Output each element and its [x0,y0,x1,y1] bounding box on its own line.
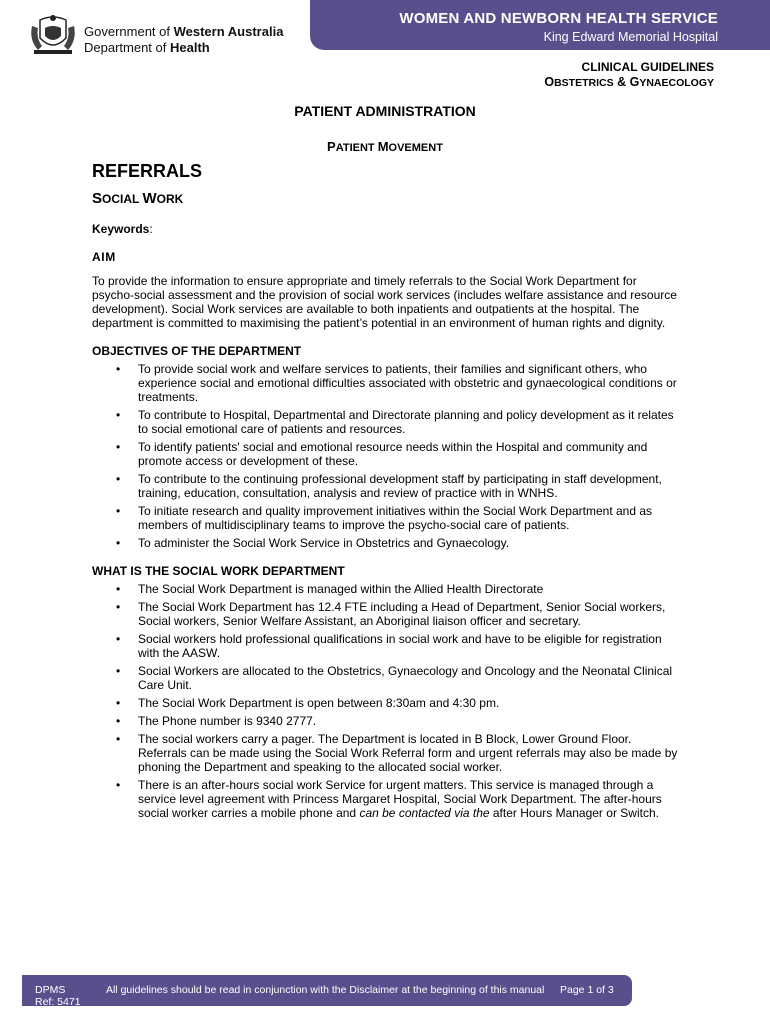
service-banner [310,0,770,50]
what-list [92,582,682,820]
objectives-list [92,362,682,550]
list-item: • To contribute to the continuing professional development staff by participating in staff development, training, education, consultation, analysis and review of practice with in WNHS. [138,472,682,500]
subsection-title: PATIENT MOVEMENT [327,139,443,154]
keywords-line: Keywords: [92,222,153,236]
aim-paragraph: To provide the information to ensure appropriate and timely referrals to the Social Work Department for psycho-social assessment and the provision of social work services (includes welfare assistance and resource development). Social Work services are available to both inpatients and outpatients at the hospital. The department is committed to maximising the patient’s potential in an environment of human rights and dignity. [92,274,677,330]
service-name: WOMEN AND NEWBORN HEALTH SERVICE [399,10,718,27]
list-item: • To administer the Social Work Service in Obstetrics and Gynaecology. [138,536,682,550]
document-reference: DPMS Ref: 5471 [35,984,81,1008]
page-subtitle: SOCIAL WORK [92,190,184,207]
list-item: • To provide social work and welfare services to patients, their families and significant others, who experience social and emotional difficulties associated with obstetric and gynaecological conditions or treatments. [138,362,682,404]
hospital-name: King Edward Memorial Hospital [543,30,718,44]
specialty-label: OBSTETRICS & GYNAECOLOGY [544,75,714,89]
list-item: • Social Workers are allocated to the Obstetrics, Gynaecology and Oncology and the Neonatal Clinical Care Unit. [138,664,682,692]
list-item: • To identify patients' social and emotional resource needs within the Hospital and community and promote access or development of these. [138,440,682,468]
list-item: • To initiate research and quality improvement initiatives within the Social Work Department and as members of multidisciplinary teams to improve the psycho-social care of patients. [138,504,682,532]
page-footer [22,975,632,1006]
list-item: • To contribute to Hospital, Departmental and Directorate planning and policy development as it relates to social emotional care of patients and resources. [138,408,682,436]
section-title: PATIENT ADMINISTRATION [294,103,476,119]
list-item: • Social workers hold professional qualifications in social work and have to be eligible for registration with the AASW. [138,632,682,660]
coat-of-arms-icon [26,12,80,58]
page-title: REFERRALS [92,161,203,181]
list-item: • There is an after-hours social work Service for urgent matters. This service is managed through a service level agreement with Princess Margaret Hospital, Social Work Department. The after-hours social worker carries a mobile phone and can be contacted via the after Hours Manager or Switch. [138,778,682,820]
list-item: • The Social Work Department is open between 8:30am and 4:30 pm. [138,696,682,710]
list-item: • The Social Work Department has 12.4 FTE including a Head of Department, Senior Social workers, Social workers, Senior Welfare Assistant, an Aboriginal liaison officer and secretary. [138,600,682,628]
guidelines-label: CLINICAL GUIDELINES OBSTETRICS & GYNAECOLOGY [544,60,714,89]
document-body [92,162,682,824]
government-name: Government of Western Australia Department of Health [84,24,284,55]
objectives-heading: OBJECTIVES OF THE DEPARTMENT [92,344,302,358]
list-item: • The Social Work Department is managed within the Allied Health Directorate [138,582,682,596]
what-heading: WHAT IS THE SOCIAL WORK DEPARTMENT [92,564,345,578]
government-logo [26,12,286,58]
list-item: • The Phone number is 9340 2777. [138,714,682,728]
aim-heading: AIM [92,250,116,264]
list-item: • The social workers carry a pager. The Department is located in B Block, Lower Ground Floor. Referrals can be made using the Social Work Referral form and urgent referrals may also be made by phoning the Department and speaking to the allocated social worker. [138,732,682,774]
disclaimer-text: All guidelines should be read in conjunction with the Disclaimer at the beginning of this manual [106,984,545,996]
page-number: Page 1 of 3 [560,984,614,996]
